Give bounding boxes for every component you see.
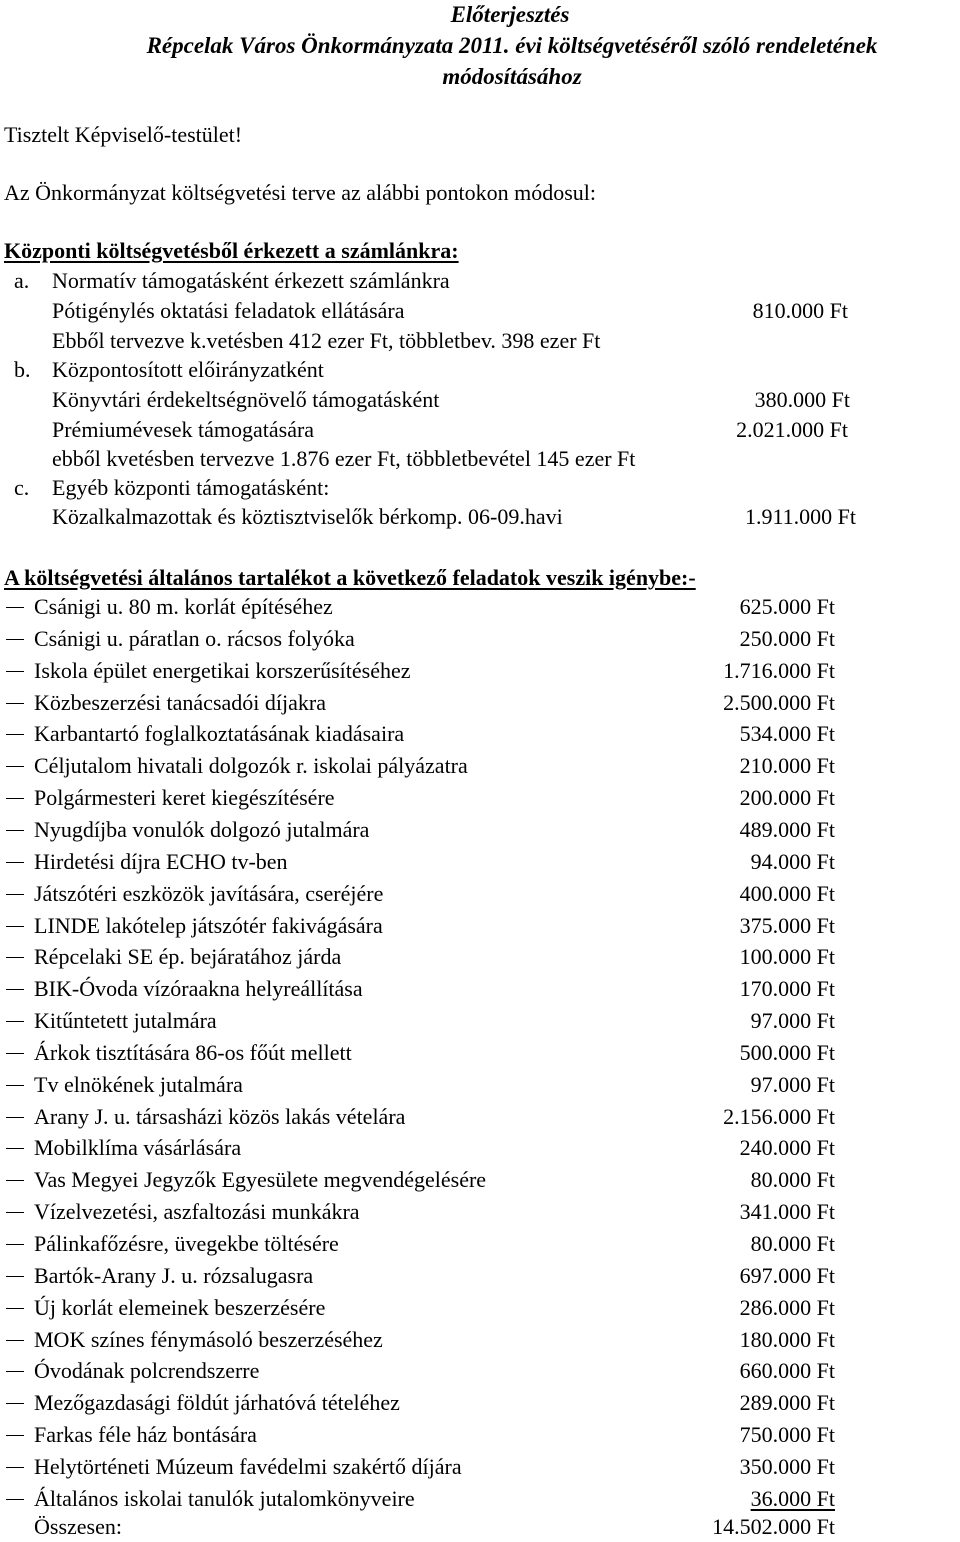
item-c-line-1-amount: 1.911.000 Ft (744, 504, 856, 529)
reserve-item-label: BIK-Óvoda vízóraakna helyreállítása (34, 976, 363, 1001)
total-label: Összesen: (34, 1514, 122, 1539)
item-a-line-2: Ebből tervezve k.vetésben 412 ezer Ft, többletbev. 398 ezer Ft (52, 328, 601, 353)
list-dash-bullet (6, 639, 24, 640)
reserve-item-label: Hirdetési díjra ECHO tv-ben (34, 849, 288, 874)
reserve-item-label: Vízelvezetési, aszfaltozási munkákra (34, 1199, 360, 1224)
reserve-heading: A költségvetési általános tartalékot a következő feladatok veszik igénybe:- (4, 565, 696, 590)
reserve-item-label: Pálinkafőzésre, üvegekbe töltésére (34, 1231, 339, 1256)
reserve-item-label: LINDE lakótelep játszótér fakivágására (34, 913, 383, 938)
item-c-line-1: Közalkalmazottak és köztisztviselők bérkomp. 06-09.havi (52, 504, 563, 529)
item-c-title: Egyéb központi támogatásként: (52, 475, 330, 500)
list-dash-bullet (6, 830, 24, 831)
reserve-item-amount: 240.000 Ft (739, 1135, 835, 1160)
reserve-item-amount: 289.000 Ft (739, 1390, 835, 1415)
list-dash-bullet (6, 1021, 24, 1022)
reserve-item-label: Általános iskolai tanulók jutalomkönyveire (34, 1486, 415, 1511)
reserve-item-amount: 80.000 Ft (750, 1167, 835, 1192)
list-dash-bullet (6, 1499, 24, 1500)
reserve-item-amount: 534.000 Ft (739, 721, 835, 746)
reserve-item-label: MOK színes fénymásoló beszerzéséhez (34, 1327, 383, 1352)
reserve-item-label: Bartók-Arany J. u. rózsalugasra (34, 1263, 314, 1288)
reserve-item-amount: 100.000 Ft (739, 944, 835, 969)
reserve-item-amount: 750.000 Ft (739, 1422, 835, 1447)
list-dash-bullet (6, 1340, 24, 1341)
item-a-marker: a. (14, 268, 30, 293)
list-dash-bullet (6, 766, 24, 767)
intro-sentence: Az Önkormányzat költségvetési terve az alábbi pontokon módosul: (4, 180, 597, 205)
reserve-item-label: Répcelaki SE ép. bejáratához járda (34, 944, 342, 969)
reserve-item-label: Nyugdíjba vonulók dolgozó jutalmára (34, 817, 370, 842)
reserve-item-label: Mobilklíma vásárlására (34, 1135, 242, 1160)
reserve-item-label: Polgármesteri keret kiegészítésére (34, 785, 335, 810)
list-dash-bullet (6, 1276, 24, 1277)
list-dash-bullet (6, 957, 24, 958)
central-budget-heading: Központi költségvetésből érkezett a számlánkra: (4, 238, 459, 263)
list-dash-bullet (6, 671, 24, 672)
list-dash-bullet (6, 734, 24, 735)
reserve-item-amount: 80.000 Ft (750, 1231, 835, 1256)
list-dash-bullet (6, 989, 24, 990)
list-dash-bullet (6, 894, 24, 895)
reserve-item-amount: 210.000 Ft (739, 753, 835, 778)
reserve-item-label: Csánigi u. páratlan o. rácsos folyóka (34, 626, 355, 651)
reserve-item-amount: 375.000 Ft (739, 913, 835, 938)
list-dash-bullet (6, 862, 24, 863)
reserve-item-amount: 97.000 Ft (750, 1072, 835, 1097)
reserve-item-label: Tv elnökének jutalmára (34, 1072, 243, 1097)
item-a-line-1: Pótigénylés oktatási feladatok ellátására (52, 298, 405, 323)
reserve-item-amount: 400.000 Ft (739, 881, 835, 906)
reserve-item-amount: 660.000 Ft (739, 1358, 835, 1383)
reserve-item-amount: 180.000 Ft (739, 1327, 835, 1352)
reserve-item-amount: 97.000 Ft (750, 1008, 835, 1033)
reserve-item-label: Új korlát elemeinek beszerzésére (34, 1295, 326, 1320)
list-dash-bullet (6, 1467, 24, 1468)
reserve-item-amount: 36.000 Ft (750, 1486, 835, 1511)
list-dash-bullet (6, 1371, 24, 1372)
reserve-item-amount: 697.000 Ft (739, 1263, 835, 1288)
reserve-item-label: Céljutalom hivatali dolgozók r. iskolai pályázatra (34, 753, 468, 778)
item-b-line-3: ebből kvetésben tervezve 1.876 ezer Ft, többletbevétel 145 ezer Ft (52, 446, 636, 471)
reserve-item-label: Helytörténeti Múzeum favédelmi szakértő díjára (34, 1454, 462, 1479)
reserve-item-amount: 1.716.000 Ft (723, 658, 835, 683)
list-dash-bullet (6, 1117, 24, 1118)
list-dash-bullet (6, 703, 24, 704)
reserve-item-amount: 2.156.000 Ft (723, 1104, 835, 1129)
item-b-line-2-amount: 2.021.000 Ft (736, 417, 848, 442)
item-c-marker: c. (14, 475, 30, 500)
item-b-marker: b. (14, 357, 31, 382)
list-dash-bullet (6, 798, 24, 799)
reserve-item-label: Farkas féle ház bontására (34, 1422, 257, 1447)
reserve-item-label: Óvodának polcrendszerre (34, 1358, 260, 1383)
list-dash-bullet (6, 1212, 24, 1213)
list-dash-bullet (6, 926, 24, 927)
salutation: Tisztelt Képviselő-testület! (4, 122, 243, 147)
item-a-line-1-amount: 810.000 Ft (752, 298, 848, 323)
item-b-title: Központosított előirányzatként (52, 357, 324, 382)
reserve-item-amount: 170.000 Ft (739, 976, 835, 1001)
reserve-item-amount: 341.000 Ft (739, 1199, 835, 1224)
list-dash-bullet (6, 1180, 24, 1181)
list-dash-bullet (6, 1308, 24, 1309)
item-b-line-2: Prémiumévesek támogatására (52, 417, 315, 442)
list-dash-bullet (6, 1244, 24, 1245)
reserve-item-amount: 286.000 Ft (739, 1295, 835, 1320)
reserve-item-label: Vas Megyei Jegyzők Egyesülete megvendégelésére (34, 1167, 487, 1192)
reserve-item-label: Karbantartó foglalkoztatásának kiadásaira (34, 721, 405, 746)
reserve-item-amount: 200.000 Ft (739, 785, 835, 810)
list-dash-bullet (6, 1085, 24, 1086)
document-title-line-3: módosításához (442, 64, 582, 89)
reserve-item-amount: 625.000 Ft (739, 594, 835, 619)
reserve-item-amount: 489.000 Ft (739, 817, 835, 842)
document-title-line-2: Répcelak Város Önkormányzata 2011. évi költségvetéséről szóló rendeletének (146, 33, 878, 58)
item-b-line-1: Könyvtári érdekeltségnövelő támogatásként (52, 387, 440, 412)
list-dash-bullet (6, 1053, 24, 1054)
reserve-item-label: Mezőgazdasági földút járhatóvá tételéhez (34, 1390, 400, 1415)
reserve-item-amount: 500.000 Ft (739, 1040, 835, 1065)
total-amount: 14.502.000 Ft (712, 1514, 835, 1539)
list-dash-bullet (6, 607, 24, 608)
reserve-item-label: Kitűntetett jutalmára (34, 1008, 217, 1033)
item-a-title: Normatív támogatásként érkezett számlánkra (52, 268, 450, 293)
reserve-item-amount: 94.000 Ft (750, 849, 835, 874)
list-dash-bullet (6, 1148, 24, 1149)
document-title-line-1: Előterjesztés (450, 2, 570, 27)
reserve-item-amount: 2.500.000 Ft (723, 690, 835, 715)
reserve-item-label: Iskola épület energetikai korszerűsítéséhez (34, 658, 411, 683)
reserve-item-label: Arany J. u. társasházi közös lakás vételára (34, 1104, 406, 1129)
reserve-item-amount: 350.000 Ft (739, 1454, 835, 1479)
list-dash-bullet (6, 1435, 24, 1436)
reserve-item-label: Közbeszerzési tanácsadói díjakra (34, 690, 326, 715)
reserve-item-label: Csánigi u. 80 m. korlát építéséhez (34, 594, 333, 619)
item-b-line-1-amount: 380.000 Ft (754, 387, 850, 412)
list-dash-bullet (6, 1403, 24, 1404)
reserve-item-label: Játszótéri eszközök javítására, cseréjére (34, 881, 384, 906)
reserve-item-label: Árkok tisztítására 86-os főút mellett (34, 1040, 352, 1065)
reserve-item-amount: 250.000 Ft (739, 626, 835, 651)
